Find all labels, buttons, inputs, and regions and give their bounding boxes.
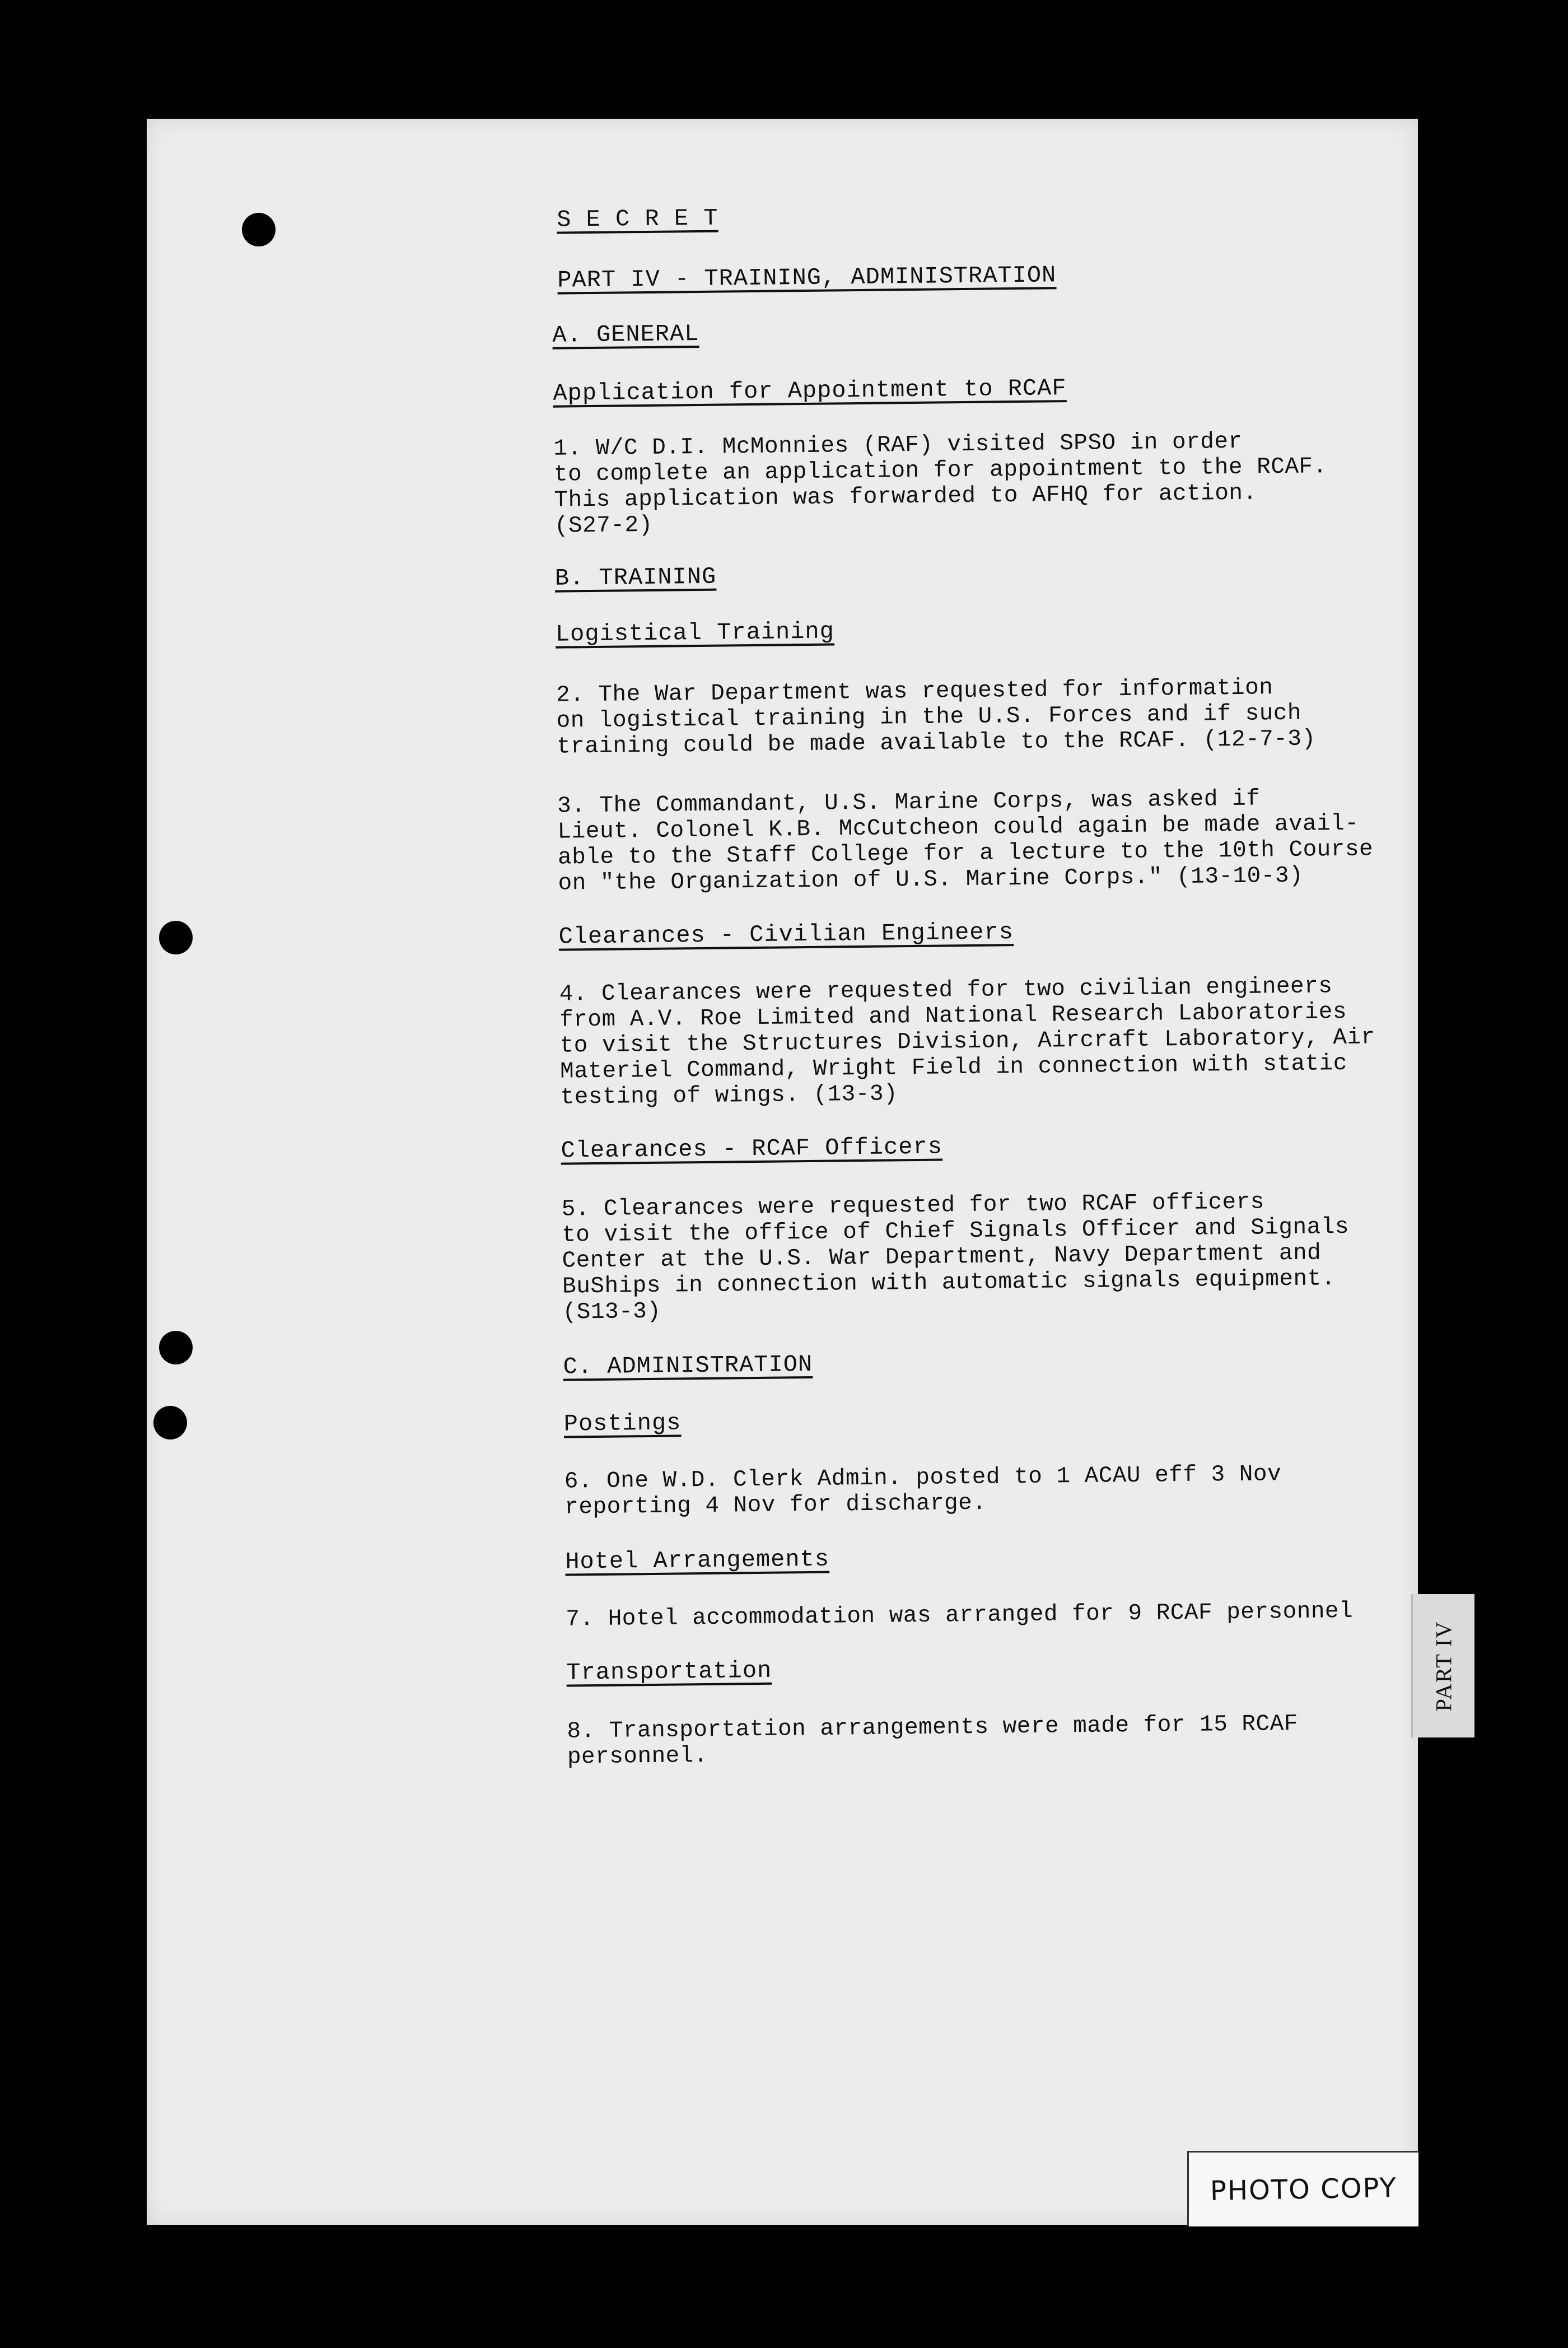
- photocopy-stamp: [1187, 2151, 1418, 2226]
- paragraph-1-line-4: (S27-2): [554, 512, 653, 539]
- paragraph-1-line-3: This application was forwarded to AFHQ for action.: [554, 480, 1257, 514]
- paragraph-5-line-2: to visit the office of Chief Signals Officer and Signals: [561, 1214, 1350, 1248]
- punch-hole-3: [159, 1331, 193, 1364]
- paragraph-4-line-5: testing of wings. (13-3): [560, 1081, 898, 1111]
- section-a-heading: A. GENERAL: [552, 320, 699, 349]
- paragraph-3-line-2: Lieut. Colonel K.B. McCutcheon could again be made avail-: [557, 810, 1359, 845]
- paragraph-4-line-3: to visit the Structures Division, Aircraft Laboratory, Air: [559, 1024, 1375, 1059]
- paragraph-6-line-1: 6. One W.D. Clerk Admin. posted to 1 ACAU eff 3 Nov: [564, 1461, 1282, 1495]
- paragraph-2-line-3: training could be made available to the RCAF. (12-7-3): [556, 726, 1316, 760]
- section-c-heading: C. ADMINISTRATION: [563, 1350, 813, 1381]
- section-b-heading: B. TRAINING: [554, 563, 717, 592]
- part-iv-index-tab: [1411, 1594, 1474, 1737]
- tab-label: PART IV: [1431, 1620, 1457, 1711]
- classification-heading: S E C R E T: [556, 204, 718, 234]
- subheading-clearances-civilian: Clearances - Civilian Engineers: [558, 919, 1014, 951]
- paragraph-2-line-2: on logistical training in the U.S. Forces and if such: [556, 700, 1302, 734]
- paragraph-8-line-2: personnel.: [567, 1743, 708, 1771]
- paragraph-3-line-3: able to the Staff College for a lecture to the 10th Course: [557, 836, 1374, 871]
- punch-hole-1: [242, 213, 276, 246]
- subheading-clearances-rcaf: Clearances - RCAF Officers: [561, 1133, 943, 1164]
- paragraph-3-line-4: on "the Organization of U.S. Marine Corps." (13-10-3): [558, 863, 1304, 897]
- photocopy-label: PHOTO COPY: [1210, 2172, 1398, 2207]
- paragraph-4-line-2: from A.V. Roe Limited and National Research Laboratories: [559, 999, 1347, 1033]
- paragraph-1-line-2: to complete an application for appointment to the RCAF.: [553, 454, 1327, 488]
- paragraph-5-line-3: Center at the U.S. War Department, Navy Department and: [562, 1240, 1322, 1274]
- punch-hole-4: [153, 1406, 187, 1439]
- subheading-application: Application for Appointment to RCAF: [553, 375, 1067, 407]
- paragraph-5-line-1: 5. Clearances were requested for two RCAF officers: [561, 1189, 1265, 1223]
- paragraph-1-line-1: 1. W/C D.I. McMonnies (RAF) visited SPSO in order: [553, 428, 1243, 462]
- subheading-postings: Postings: [563, 1409, 682, 1438]
- part-heading: PART IV - TRAINING, ADMINISTRATION: [557, 262, 1057, 294]
- paragraph-2-line-1: 2. The War Department was requested for information: [556, 675, 1273, 709]
- punch-hole-2: [159, 921, 193, 954]
- paragraph-4-line-1: 4. Clearances were requested for two civilian engineers: [559, 973, 1333, 1008]
- paragraph-5-line-4: BuShips in connection with automatic signals equipment.: [562, 1266, 1336, 1300]
- paragraph-6-line-2: reporting 4 Nov for discharge.: [564, 1490, 987, 1521]
- document-page: [147, 119, 1418, 2225]
- subheading-transportation: Transportation: [566, 1657, 772, 1687]
- paragraph-4-line-4: Materiel Command, Wright Field in connection with static: [559, 1050, 1348, 1085]
- paragraph-8-line-1: 8. Transportation arrangements were made for 15 RCAF: [567, 1711, 1299, 1745]
- subheading-logistical-training: Logistical Training: [555, 618, 835, 648]
- document-body: [376, 198, 1375, 1771]
- paragraph-5-line-5: (S13-3): [562, 1298, 661, 1326]
- subheading-hotel-arrangements: Hotel Arrangements: [565, 1545, 830, 1576]
- paragraph-7-line-1: 7. Hotel accommodation was arranged for 9 RCAF personnel: [566, 1598, 1354, 1633]
- paragraph-3-line-1: 3. The Commandant, U.S. Marine Corps, was asked if: [557, 786, 1261, 819]
